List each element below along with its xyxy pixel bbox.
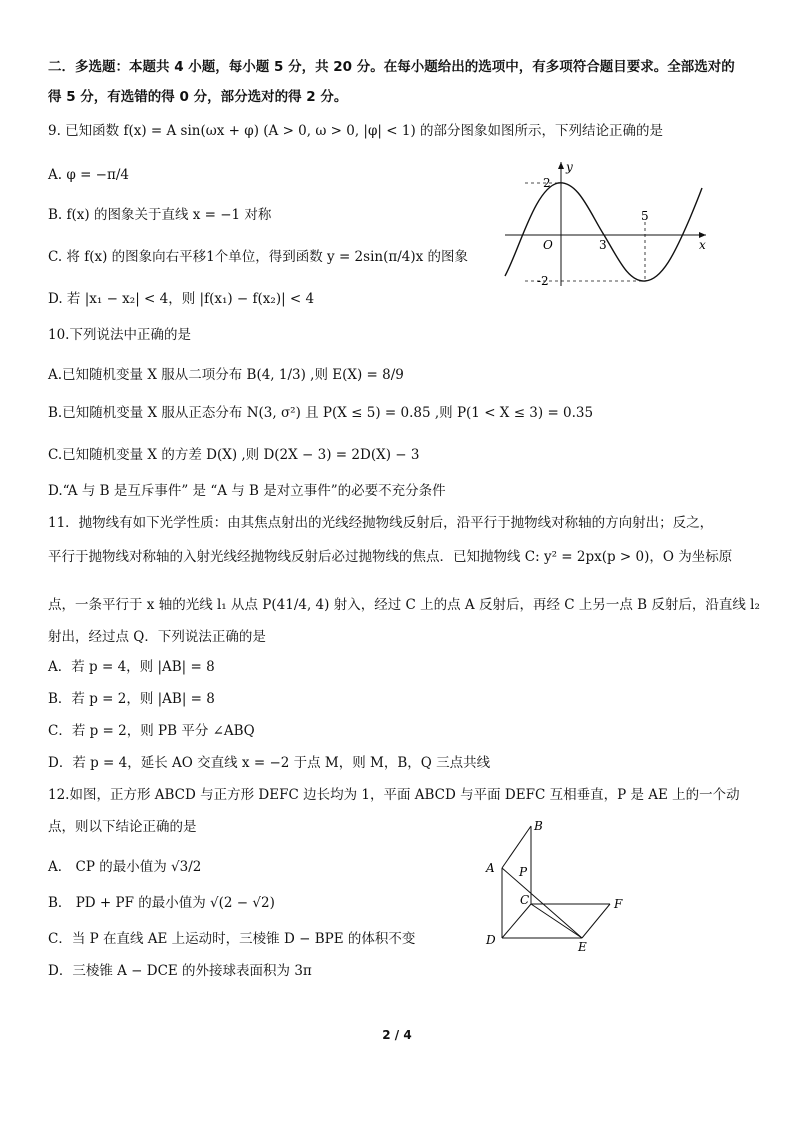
segment-ce (531, 904, 582, 938)
q10-option-b: B.已知随机变量 X 服从正态分布 N(3, σ²) 且 P(X ≤ 5) = 0.85 ,则 P(1 < X ≤ 3) = 0.35 (48, 405, 594, 421)
section-header-line2: 得 5 分，有选错的得 0 分，部分选对的得 2 分。 (48, 89, 348, 105)
q11-line4: 射出，经过点 Q．下列说法正确的是 (48, 629, 266, 645)
q12-option-c: C．当 P 在直线 AE 上运动时，三棱锥 D − BPE 的体积不变 (48, 931, 416, 947)
max-label: 2 (543, 176, 551, 190)
point-p-label: P (519, 865, 528, 879)
q9-option-a: A. φ = −π/4 (48, 167, 129, 183)
vertex-d-label: D (486, 933, 496, 947)
q11-line1: 11．抛物线有如下光学性质：由其焦点射出的光线经抛物线反射后，沿平行于抛物线对称轴的方向射出；反之， (48, 515, 714, 531)
min-label: -2 (537, 274, 549, 288)
edge-dc (502, 904, 531, 938)
vertex-a-label: A (486, 861, 495, 875)
q9-option-b: B. f(x) 的图象关于直线 x = −1 对称 (48, 207, 272, 223)
q11-option-b: B．若 p = 2，则 |AB| = 8 (48, 691, 215, 707)
section-header-line1: 二．多选题：本题共 4 小题，每小题 5 分，共 20 分。在每小题给出的选项中，有多项符合题目要求。全部选对的 (48, 59, 735, 75)
q10-stem: 10.下列说法中正确的是 (48, 327, 191, 343)
q11-line2: 平行于抛物线对称轴的入射光线经抛物线反射后必过抛物线的焦点．已知抛物线 C: y² = 2px(p > 0)，O 为坐标原 (48, 549, 733, 565)
y-label: y (566, 160, 573, 174)
q12-option-b: B． PD + PF 的最小值为 √(2 − √2) (48, 895, 275, 911)
q10-option-a: A.已知随机变量 X 服从二项分布 B(4, 1/3) ,则 E(X) = 8/9 (48, 367, 404, 383)
y-axis-arrow (558, 162, 564, 169)
origin-label: O (543, 238, 553, 252)
sine-curve (505, 183, 702, 281)
q10-option-d: D.“A 与 B 是互斥事件” 是 “A 与 B 是对立事件”的必要不充分条件 (48, 483, 446, 499)
edge-ef (582, 904, 610, 938)
q12-line1: 12.如图，正方形 ABCD 与正方形 DEFC 边长均为 1，平面 ABCD 与平面 DEFC 互相垂直，P 是 AE 上的一个动 (48, 787, 740, 803)
q12-line2: 点，则以下结论正确的是 (48, 819, 197, 835)
q9-stem: 9. 已知函数 f(x) = A sin(ωx + φ) (A > 0, ω > 0, |φ| < 1) 的部分图象如图所示，下列结论正确的是 (48, 123, 664, 139)
x-label: x (699, 238, 706, 252)
page-number: 2 / 4 (382, 1028, 412, 1042)
q10-option-c: C.已知随机变量 X 的方差 D(X) ,则 D(2X − 3) = 2D(X) − 3 (48, 447, 420, 463)
q11-option-a: A．若 p = 4，则 |AB| = 8 (48, 659, 215, 675)
q11-option-c: C．若 p = 2，则 PB 平分 ∠ABQ (48, 723, 255, 739)
vertex-e-label: E (578, 940, 587, 954)
q9-option-c: C. 将 f(x) 的图象向右平移1个单位，得到函数 y = 2sin(π/4)x 的图象 (48, 249, 469, 265)
q12-geometry-figure (478, 818, 628, 954)
q9-option-d: D. 若 |x₁ − x₂| < 4，则 |f(x₁) − f(x₂)| < 4 (48, 291, 315, 307)
q11-option-d: D．若 p = 4，延长 AO 交直线 x = −2 于点 M，则 M，B，Q 三点共线 (48, 755, 491, 771)
trough-label: 5 (641, 209, 649, 223)
vertex-c-label: C (520, 893, 530, 907)
vertex-b-label: B (534, 819, 543, 833)
vertex-f-label: F (614, 897, 623, 911)
q12-option-a: A． CP 的最小值为 √3/2 (48, 859, 202, 875)
q12-option-d: D．三棱锥 A − DCE 的外接球表面积为 3π (48, 963, 312, 979)
zero-label: 3 (599, 238, 607, 252)
edge-ab (502, 826, 531, 868)
segment-ae (502, 868, 582, 938)
q11-line3: 点，一条平行于 x 轴的光线 l₁ 从点 P(41/4, 4) 射入，经过 C 上的点 A 反射后，再经 C 上另一点 B 反射后，沿直线 l₂ (48, 597, 760, 613)
q9-sine-graph (500, 158, 715, 290)
